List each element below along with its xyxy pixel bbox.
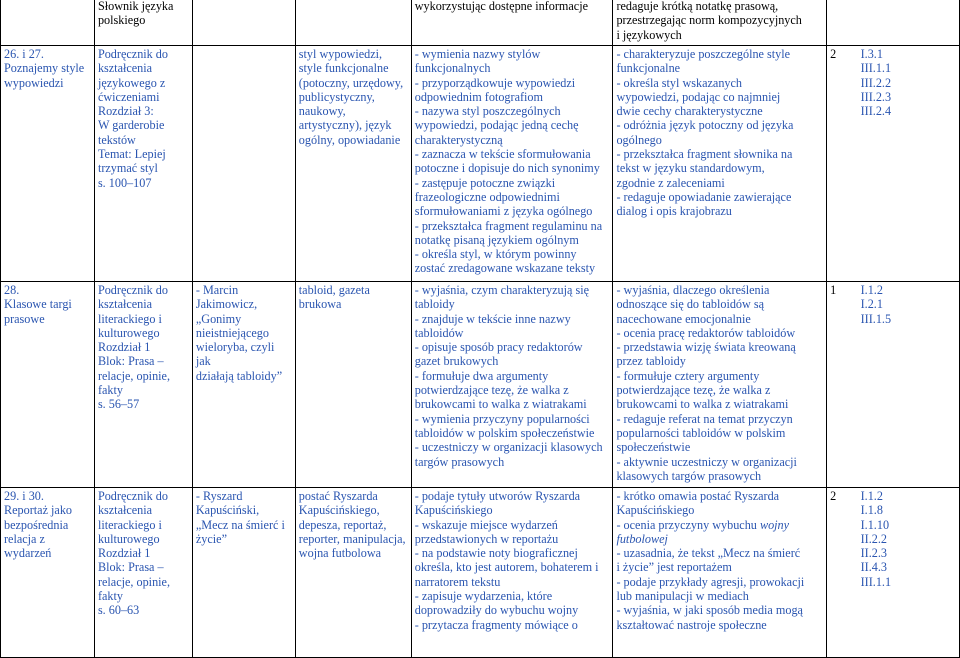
cell-topic: 26. i 27. Poznajemy style wypowiedzi xyxy=(1,46,95,282)
cell-terms: postać Ryszarda Kapuścińskiego, depesza, reportaż, reporter, manipulacja, wojna futbolowa xyxy=(295,488,411,658)
cell-source: Słownik języka polskiego xyxy=(94,0,192,46)
table-row xyxy=(1,46,960,282)
extended-text-part: - uzasadnia, że tekst „Mecz na śmierć i życie” jest reportażem - podaje przykłady agresji, prowokacji lub manipulacji w mediach - wyjaśnia, w jaki sposób media mogą kształtować nastroje społeczne xyxy=(616,546,805,632)
cell-hours: 1 xyxy=(827,282,858,488)
cell-source: Podręcznik do kształcenia literackiego i kulturowego Rozdział 1 Blok: Prasa – relacje, opinie, fakty s. 60–63 xyxy=(94,488,192,658)
cell-source: Podręcznik do kształcenia językowego z ćwiczeniami Rozdział 3: W garderobie tekstów Temat: Lepiej trzymać styl s. 100–107 xyxy=(94,46,192,282)
cell-source: Podręcznik do kształcenia literackiego i kulturowego Rozdział 1 Blok: Prasa – relacje, opinie, fakty s. 56–57 xyxy=(94,282,192,488)
cell-basic: - wymienia nazwy stylów funkcjonalnych - przyporządkowuje wypowiedzi odpowiednim fotografiom - nazywa styl poszczególnych wypowiedzi, podając jedną cechę charakterystyczną - zaznacza w tekście sformułowania potoczne i dopisuje do nich synonimy - zastępuje potoczne związki frazeologiczne odpowiednimi sformułowaniami z języka ogólnego - przekształca fragment regulaminu na notatkę pisaną językiem ogólnym - określa styl, w którym powinny zostać zredagowane wskazane teksty xyxy=(411,46,613,282)
cell-topic: 29. i 30. Reportaż jako bezpośrednia relacja z wydarzeń xyxy=(1,488,95,658)
cell-basic: - wyjaśnia, czym charakteryzują się tabloidy - znajduje w tekście inne nazwy tabloidów - opisuje sposób pracy redaktorów gazet brukowych - formułuje dwa argumenty potwierdzające tezę, że walka z brukowcami to walka z wiatrakami - wymienia przyczyny popularności tabloidów w polskim społeczeństwie - uczestniczy w organizacji klasowych targów prasowych xyxy=(411,282,613,488)
cell-terms: tabloid, gazeta brukowa xyxy=(295,282,411,488)
cell-extended: - charakteryzuje poszczególne style funkcjonalne - określa styl wskazanych wypowiedzi, podając co najmniej dwie cechy charakterystyczne - odróżnia język potoczny od języka ogólnego - przekształca fragment słownika na tekst w języku standardowym, zgodnie z zaleceniami - redaguje opowiadanie zawierające dialog i opis krajobrazu xyxy=(613,46,827,282)
cell-hours: 2 xyxy=(827,46,858,282)
cell-extended: - wyjaśnia, dlaczego określenia odnoszące się do tabloidów są nacechowane emocjonalnie - ocenia pracę redaktorów tabloidów - przedstawia wizję świata kreowaną przez tabloidy - formułuje cztery argumenty potwierdzające tezę, że walka z brukowcami to walka z wiatrakami - redaguje referat na temat przyczyn popularności tabloidów w polskim społeczeństwie - aktywnie uczestniczy w organizacji klasowych targów prasowych xyxy=(613,282,827,488)
cell-text xyxy=(192,46,295,282)
cell-terms: styl wypowiedzi, style funkcjonalne (potoczny, urzędowy, publicystyczny, naukowy, artystyczny), język ogólny, opowiadanie xyxy=(295,46,411,282)
cell-terms xyxy=(295,0,411,46)
cell-topic xyxy=(1,0,95,46)
extended-italic-term: wojny futbolowej xyxy=(616,517,790,546)
cell-basic: - podaje tytuły utworów Ryszarda Kapuścińskiego - wskazuje miejsce wydarzeń przedstawionych w reportażu - na podstawie noty biograficznej określa, kto jest autorem, bohaterem i narratorem tekstu - zapisuje wydarzenia, które doprowadziły do wybuchu wojny - przytacza fragmenty mówiące o xyxy=(411,488,613,658)
cell-text: - Marcin Jakimowicz, „Gonimy nieistniejącego wieloryba, czyli jak działają tabloidy” xyxy=(192,282,295,488)
cell-hours xyxy=(827,0,858,46)
cell-extended: redaguje krótką notatkę prasową, przestrzegając norm kompozycyjnych i językowych xyxy=(613,0,827,46)
cell-refs: I.1.2 I.1.8 I.1.10 II.2.2 II.2.3 II.4.3 III.1.1 xyxy=(858,488,960,658)
table-row-top xyxy=(1,0,960,46)
cell-text: - Ryszard Kapuściński, „Mecz na śmierć i życie” xyxy=(192,488,295,658)
cell-refs xyxy=(858,0,960,46)
cell-refs: I.3.1 III.1.1 III.2.2 III.2.3 III.2.4 xyxy=(858,46,960,282)
table-row xyxy=(1,282,960,488)
cell-refs: I.1.2 I.2.1 III.1.5 xyxy=(858,282,960,488)
cell-extended xyxy=(613,488,827,658)
table-row xyxy=(1,488,960,658)
cell-hours: 2 xyxy=(827,488,858,658)
cell-basic: wykorzystując dostępne informacje xyxy=(411,0,613,46)
cell-text xyxy=(192,0,295,46)
extended-text-part: - krótko omawia postać Ryszarda Kapuścińskiego - ocenia przyczyny wybuchu xyxy=(616,489,780,532)
cell-topic: 28. Klasowe targi prasowe xyxy=(1,282,95,488)
